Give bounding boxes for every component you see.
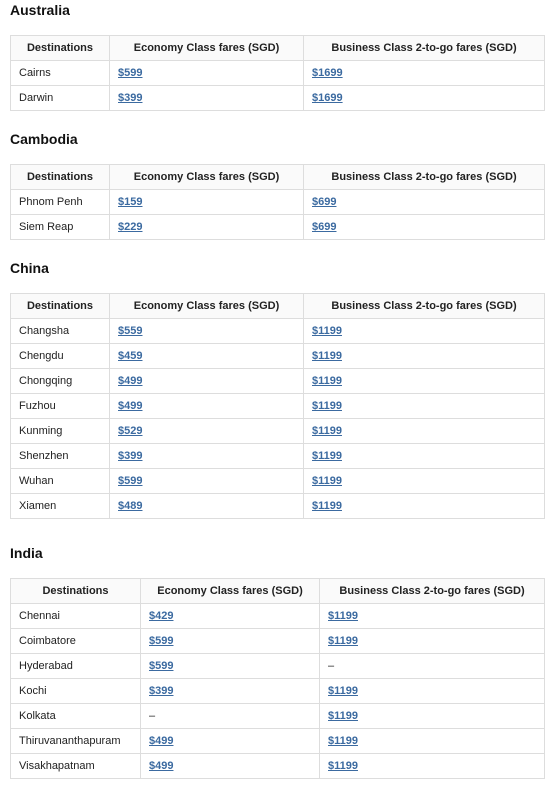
table-row xyxy=(11,654,545,679)
table-row xyxy=(11,754,545,779)
business-fare-link[interactable]: $1199 xyxy=(312,400,342,412)
no-fare-dash: – xyxy=(328,660,335,672)
table-row xyxy=(11,729,545,754)
destination-cell: Wuhan xyxy=(11,469,110,494)
business-fare-link[interactable]: $1199 xyxy=(328,635,358,647)
header-economy: Economy Class fares (SGD) xyxy=(110,294,304,319)
region-title: China xyxy=(10,260,49,276)
economy-fare-cell xyxy=(110,494,304,519)
table-row xyxy=(11,604,545,629)
destination-cell: Chongqing xyxy=(11,369,110,394)
destination-cell: Kochi xyxy=(11,679,141,704)
destination-cell: Kolkata xyxy=(11,704,141,729)
economy-fare-link[interactable]: $399 xyxy=(149,685,174,697)
business-fare-cell xyxy=(304,494,545,519)
table-row xyxy=(11,86,545,111)
header-economy: Economy Class fares (SGD) xyxy=(110,165,304,190)
destination-cell: Changsha xyxy=(11,319,110,344)
table-row xyxy=(11,394,545,419)
table-header-row xyxy=(11,294,545,319)
economy-fare-link[interactable]: $489 xyxy=(118,500,143,512)
header-business: Business Class 2-to-go fares (SGD) xyxy=(320,579,545,604)
economy-fare-link[interactable]: $529 xyxy=(118,425,143,437)
table-row xyxy=(11,494,545,519)
business-fare-cell xyxy=(304,444,545,469)
header-business: Business Class 2-to-go fares (SGD) xyxy=(304,165,545,190)
table-row xyxy=(11,629,545,654)
destination-cell: Phnom Penh xyxy=(11,190,110,215)
fares-table-australia xyxy=(10,35,545,111)
business-fare-cell xyxy=(320,679,545,704)
economy-fare-cell xyxy=(110,469,304,494)
destination-cell: Coimbatore xyxy=(11,629,141,654)
business-fare-cell xyxy=(304,319,545,344)
business-fare-cell xyxy=(320,754,545,779)
economy-fare-cell xyxy=(141,754,320,779)
business-fare-link[interactable]: $1199 xyxy=(328,685,358,697)
business-fare-link[interactable]: $1199 xyxy=(312,375,342,387)
business-fare-cell xyxy=(320,629,545,654)
economy-fare-cell xyxy=(110,86,304,111)
economy-fare-link[interactable]: $429 xyxy=(149,610,174,622)
business-fare-cell xyxy=(320,704,545,729)
economy-fare-cell xyxy=(110,394,304,419)
economy-fare-link[interactable]: $599 xyxy=(118,67,143,79)
destination-cell: Cairns xyxy=(11,61,110,86)
business-fare-link[interactable]: $1199 xyxy=(312,325,342,337)
table-row xyxy=(11,215,545,240)
economy-fare-cell xyxy=(110,419,304,444)
economy-fare-link[interactable]: $399 xyxy=(118,92,143,104)
economy-fare-cell xyxy=(141,729,320,754)
economy-fare-cell xyxy=(110,319,304,344)
economy-fare-link[interactable]: $499 xyxy=(118,400,143,412)
region-china xyxy=(10,258,544,512)
economy-fare-link[interactable]: $599 xyxy=(118,475,143,487)
region-cambodia xyxy=(10,129,544,233)
business-fare-cell xyxy=(320,729,545,754)
destination-cell: Visakhapatnam xyxy=(11,754,141,779)
table-header-row xyxy=(11,165,545,190)
business-fare-cell xyxy=(304,469,545,494)
header-economy: Economy Class fares (SGD) xyxy=(110,36,304,61)
business-fare-cell xyxy=(304,394,545,419)
destination-cell: Chennai xyxy=(11,604,141,629)
economy-fare-link[interactable]: $229 xyxy=(118,221,143,233)
business-fare-link[interactable]: $1199 xyxy=(328,760,358,772)
header-destinations: Destinations xyxy=(11,165,110,190)
economy-fare-cell xyxy=(110,61,304,86)
business-fare-cell xyxy=(304,419,545,444)
economy-fare-cell xyxy=(110,444,304,469)
economy-fare-link[interactable]: $559 xyxy=(118,325,143,337)
economy-fare-link[interactable]: $599 xyxy=(149,635,174,647)
fares-table-india xyxy=(10,578,545,779)
header-destinations: Destinations xyxy=(11,36,110,61)
business-fare-link[interactable]: $1199 xyxy=(312,450,342,462)
business-fare-cell xyxy=(304,215,545,240)
table-row xyxy=(11,419,545,444)
region-india xyxy=(10,543,544,772)
destination-cell: Hyderabad xyxy=(11,654,141,679)
header-business: Business Class 2-to-go fares (SGD) xyxy=(304,294,545,319)
economy-fare-link[interactable]: $159 xyxy=(118,196,143,208)
economy-fare-cell xyxy=(110,369,304,394)
business-fare-link[interactable]: $1199 xyxy=(328,710,358,722)
business-fare-cell xyxy=(320,604,545,629)
table-row xyxy=(11,190,545,215)
economy-fare-link[interactable]: $599 xyxy=(149,660,174,672)
table-row xyxy=(11,344,545,369)
economy-fare-link[interactable]: $499 xyxy=(149,760,174,772)
destination-cell: Shenzhen xyxy=(11,444,110,469)
economy-fare-cell xyxy=(110,190,304,215)
no-fare-dash: – xyxy=(149,710,156,722)
business-fare-link[interactable]: $1199 xyxy=(312,350,342,362)
region-title: Cambodia xyxy=(10,131,78,147)
region-title: Australia xyxy=(10,2,70,18)
destination-cell: Kunming xyxy=(11,419,110,444)
table-row xyxy=(11,61,545,86)
table-row xyxy=(11,704,545,729)
table-row xyxy=(11,469,545,494)
table-row xyxy=(11,369,545,394)
destination-cell: Siem Reap xyxy=(11,215,110,240)
business-fare-link[interactable]: $1199 xyxy=(312,425,342,437)
business-fare-cell xyxy=(320,654,545,679)
economy-fare-link[interactable]: $399 xyxy=(118,450,143,462)
header-destinations: Destinations xyxy=(11,579,141,604)
destination-cell: Thiruvananthapuram xyxy=(11,729,141,754)
business-fare-link[interactable]: $1199 xyxy=(328,735,358,747)
business-fare-link[interactable]: $1699 xyxy=(312,92,343,104)
economy-fare-cell xyxy=(110,215,304,240)
table-row xyxy=(11,679,545,704)
business-fare-link[interactable]: $1199 xyxy=(328,610,358,622)
table-header-row xyxy=(11,36,545,61)
economy-fare-link[interactable]: $499 xyxy=(118,375,143,387)
header-business: Business Class 2-to-go fares (SGD) xyxy=(304,36,545,61)
region-title: India xyxy=(10,545,43,561)
table-row xyxy=(11,444,545,469)
destination-cell: Darwin xyxy=(11,86,110,111)
business-fare-cell xyxy=(304,61,545,86)
header-economy: Economy Class fares (SGD) xyxy=(141,579,320,604)
destination-cell: Chengdu xyxy=(11,344,110,369)
region-australia xyxy=(10,0,544,104)
business-fare-link[interactable]: $699 xyxy=(312,196,337,208)
business-fare-link[interactable]: $1699 xyxy=(312,67,343,79)
economy-fare-cell xyxy=(141,654,320,679)
economy-fare-cell xyxy=(110,344,304,369)
business-fare-link[interactable]: $699 xyxy=(312,221,337,233)
business-fare-cell xyxy=(304,86,545,111)
table-row xyxy=(11,319,545,344)
header-destinations: Destinations xyxy=(11,294,110,319)
destination-cell: Xiamen xyxy=(11,494,110,519)
business-fare-cell xyxy=(304,344,545,369)
business-fare-link[interactable]: $1199 xyxy=(312,475,342,487)
destination-cell: Fuzhou xyxy=(11,394,110,419)
table-header-row xyxy=(11,579,545,604)
fares-table-china xyxy=(10,293,545,519)
economy-fare-link[interactable]: $459 xyxy=(118,350,143,362)
economy-fare-cell xyxy=(141,704,320,729)
economy-fare-cell xyxy=(141,629,320,654)
business-fare-cell xyxy=(304,190,545,215)
economy-fare-cell xyxy=(141,604,320,629)
business-fare-cell xyxy=(304,369,545,394)
economy-fare-link[interactable]: $499 xyxy=(149,735,174,747)
fares-table-cambodia xyxy=(10,164,545,240)
business-fare-link[interactable]: $1199 xyxy=(312,500,342,512)
economy-fare-cell xyxy=(141,679,320,704)
